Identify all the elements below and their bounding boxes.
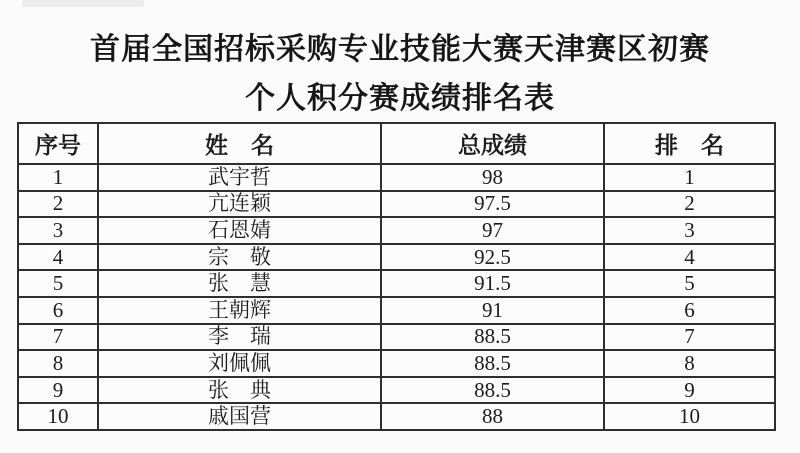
cell-name: 石恩婧	[98, 217, 381, 244]
cell-score: 92.5	[381, 244, 604, 271]
table-row	[18, 217, 775, 244]
cell-score: 88	[381, 403, 604, 430]
cell-no: 1	[18, 164, 98, 191]
cell-no: 9	[18, 377, 98, 404]
cell-no: 2	[18, 191, 98, 218]
cell-rank: 7	[604, 324, 775, 351]
cell-no: 10	[18, 403, 98, 430]
document-title-line1: 首届全国招标采购专业技能大赛天津赛区初赛	[90, 33, 710, 66]
cell-no: 7	[18, 324, 98, 351]
cell-name: 张 慧	[98, 270, 381, 297]
document-title-line2: 个人积分赛成绩排名表	[245, 82, 555, 115]
cell-score: 91	[381, 297, 604, 324]
cell-rank: 4	[604, 244, 775, 271]
cell-score: 88.5	[381, 350, 604, 377]
table-row	[18, 297, 775, 324]
cell-name: 刘佩佩	[98, 350, 381, 377]
cell-name: 戚国营	[98, 403, 381, 430]
cell-name: 武宇哲	[98, 164, 381, 191]
header-cell-rank: 排 名	[604, 123, 775, 164]
cell-name: 宗 敬	[98, 244, 381, 271]
cell-rank: 10	[604, 403, 775, 430]
table-header-row	[18, 123, 775, 164]
table-row	[18, 350, 775, 377]
cell-rank: 1	[604, 164, 775, 191]
cell-no: 8	[18, 350, 98, 377]
table-row	[18, 270, 775, 297]
table-row	[18, 164, 775, 191]
table-row	[18, 244, 775, 271]
cell-score: 97	[381, 217, 604, 244]
cell-name: 李 瑞	[98, 324, 381, 351]
ranking-table	[17, 122, 776, 431]
table-row	[18, 403, 775, 430]
table-row	[18, 324, 775, 351]
cell-score: 97.5	[381, 191, 604, 218]
cell-rank: 8	[604, 350, 775, 377]
header-cell-index: 序号	[18, 123, 98, 164]
cell-rank: 3	[604, 217, 775, 244]
cell-name: 亢连颖	[98, 191, 381, 218]
header-cell-name: 姓 名	[98, 123, 381, 164]
header-cell-score: 总成绩	[381, 123, 604, 164]
table-row	[18, 191, 775, 218]
table-row	[18, 377, 775, 404]
scan-artifact	[22, 0, 144, 7]
cell-name: 王朝辉	[98, 297, 381, 324]
cell-rank: 9	[604, 377, 775, 404]
cell-no: 4	[18, 244, 98, 271]
cell-score: 98	[381, 164, 604, 191]
cell-name: 张 典	[98, 377, 381, 404]
cell-no: 3	[18, 217, 98, 244]
cell-score: 88.5	[381, 324, 604, 351]
cell-no: 5	[18, 270, 98, 297]
cell-no: 6	[18, 297, 98, 324]
cell-rank: 5	[604, 270, 775, 297]
cell-score: 88.5	[381, 377, 604, 404]
cell-rank: 6	[604, 297, 775, 324]
cell-score: 91.5	[381, 270, 604, 297]
cell-rank: 2	[604, 191, 775, 218]
